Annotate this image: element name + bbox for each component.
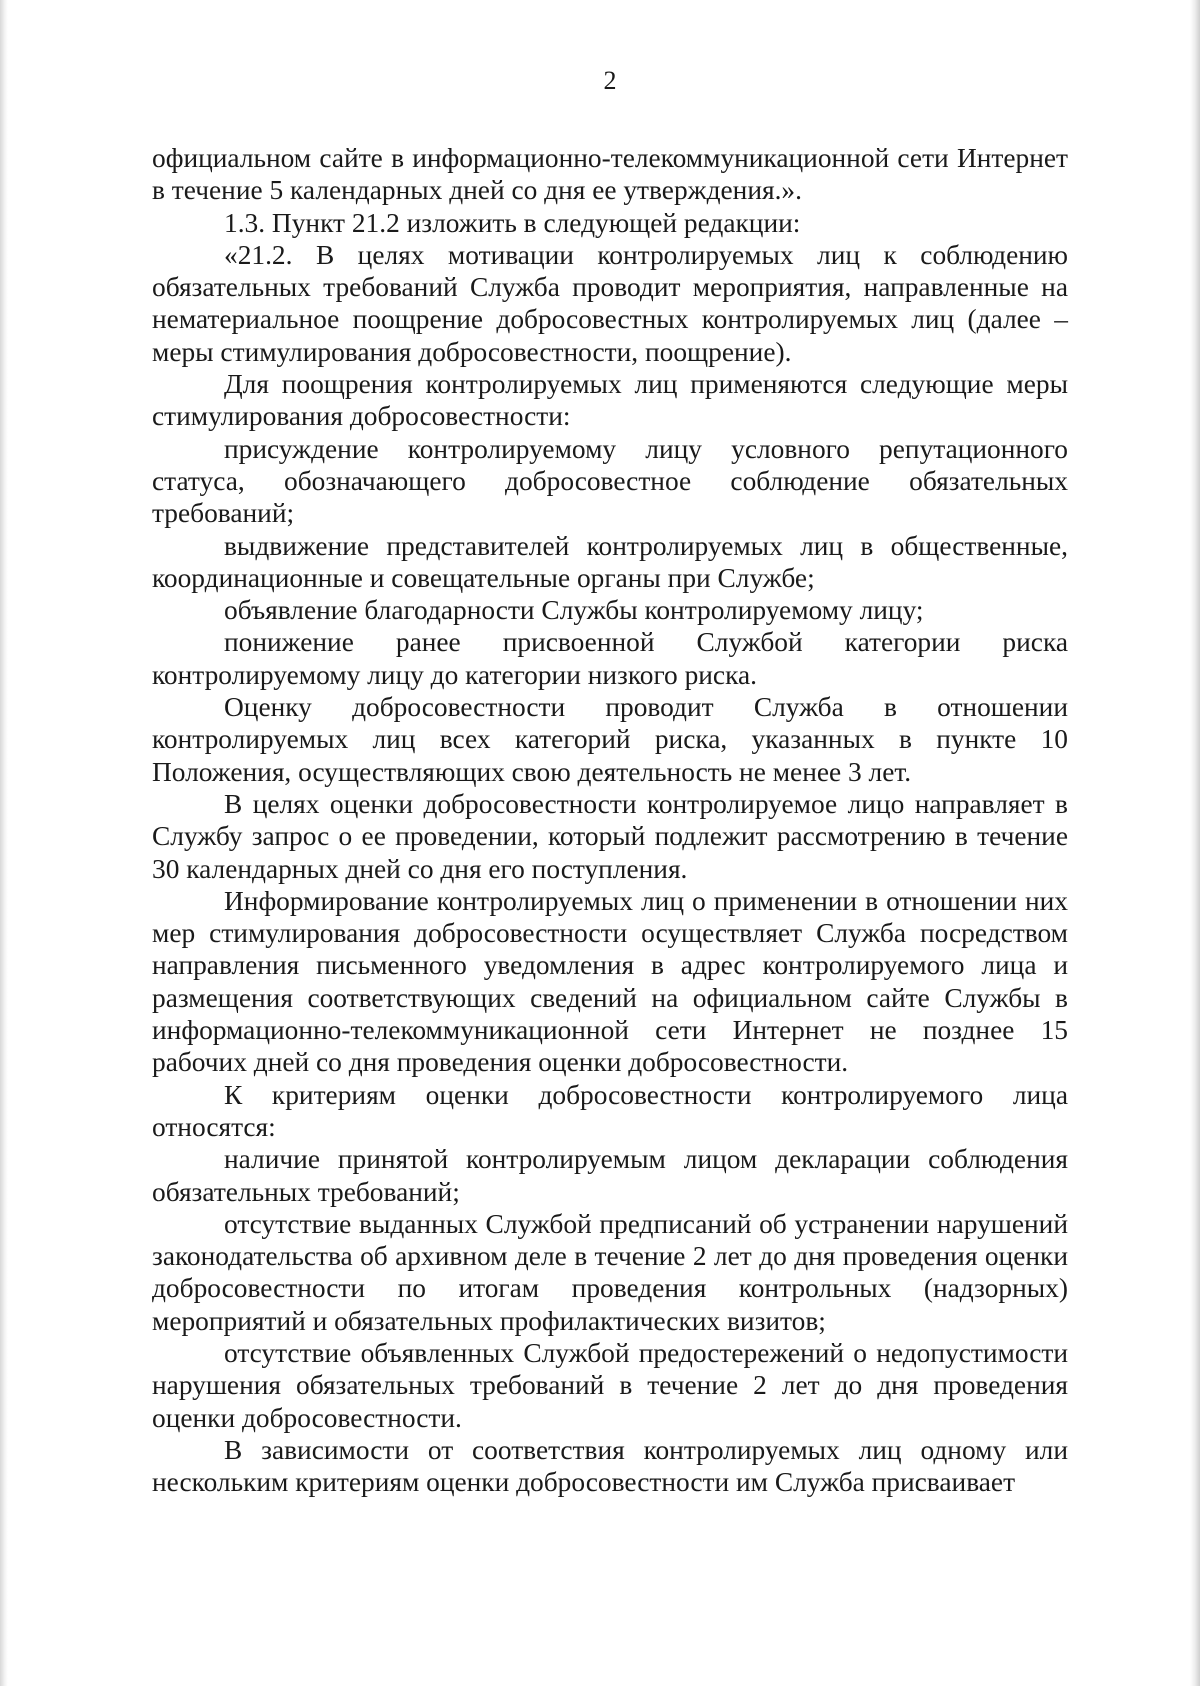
paragraph-assessment-scope: Оценку добросовестности проводит Служба в отношении контролируемых лиц всех категорий риска, указанных в пункте 10 Положения, осуществляющих свою деятельность не менее 3 лет. <box>152 692 1068 787</box>
paragraph-criterion-no-warnings: отсутствие объявленных Службой предостережений о недопустимости нарушения обязательных требований в течение 2 лет до дня проведения оценки добросовестности. <box>152 1337 1068 1433</box>
paragraph-item-1-3: 1.3. Пункт 21.2 изложить в следующей редакции: <box>224 207 801 238</box>
paragraph-incentive-measures: Для поощрения контролируемых лиц применяются следующие меры стимулирования добросовестности: <box>152 369 1068 432</box>
paragraph-clause-21-2: «21.2. В целях мотивации контролируемых лиц к соблюдению обязательных требований Служба проводит мероприятия, направленные на нематериальное поощрение добросовестных контролируемых лиц (далее – меры стимулирования добросовестности, поощрение). <box>152 239 1068 367</box>
paragraph-measure-nomination: выдвижение представителей контролируемых лиц в общественные, координационные и совещательные органы при Службе; <box>152 530 1068 593</box>
scan-edge-right <box>1190 0 1200 1686</box>
paragraph-assignment: В зависимости от соответствия контролируемых лиц одному или нескольким критериям оценки добросовестности им Служба присваивает <box>152 1434 1068 1498</box>
paragraph-criterion-no-orders: отсутствие выданных Службой предписаний об устранении нарушений законодательства об архивном деле в течение 2 лет до дня проведения оценки добросовестности по итогам проведения контрольных (надзорных) мероприятий и обязательных профилактических визитов; <box>152 1208 1068 1336</box>
paragraph-measure-gratitude: объявление благодарности Службы контролируемому лицу; <box>224 595 924 626</box>
document-body <box>152 142 1068 1498</box>
paragraph-assessment-request: В целях оценки добросовестности контролируемое лицо направляет в Службу запрос о ее проведении, который подлежит рассмотрению в течение 30 календарных дней со дня его поступления. <box>152 788 1068 884</box>
paragraph-criteria-intro: К критериям оценки добросовестности контролируемого лица относятся: <box>152 1079 1068 1142</box>
page-number: 2 <box>603 66 617 95</box>
paragraph-measure-risk-lowering: понижение ранее присвоенной Службой категории риска контролируемому лицу до категории низкого риска. <box>152 627 1068 690</box>
scan-edge-left <box>0 0 8 1686</box>
paragraph-criterion-declaration: наличие принятой контролируемым лицом декларации соблюдения обязательных требований; <box>152 1144 1068 1207</box>
paragraph-informing: Информирование контролируемых лиц о применении в отношении них мер стимулирования добросовестности осуществляет Служба посредством направления письменного уведомления в адрес контролируемого лица и размещения соответствующих сведений на официальном сайте Службы в информационно-телекоммуникационной сети Интернет не позднее 15 рабочих дней со дня проведения оценки добросовестности. <box>152 885 1068 1078</box>
paragraph-measure-status: присуждение контролируемому лицу условного репутационного статуса, обозначающего добросовестное соблюдение обязательных требований; <box>152 433 1068 529</box>
paragraph-continuation: официальном сайте в информационно-телекоммуникационной сети Интернет в течение 5 календарных дней со дня ее утверждения.». <box>152 143 1068 206</box>
